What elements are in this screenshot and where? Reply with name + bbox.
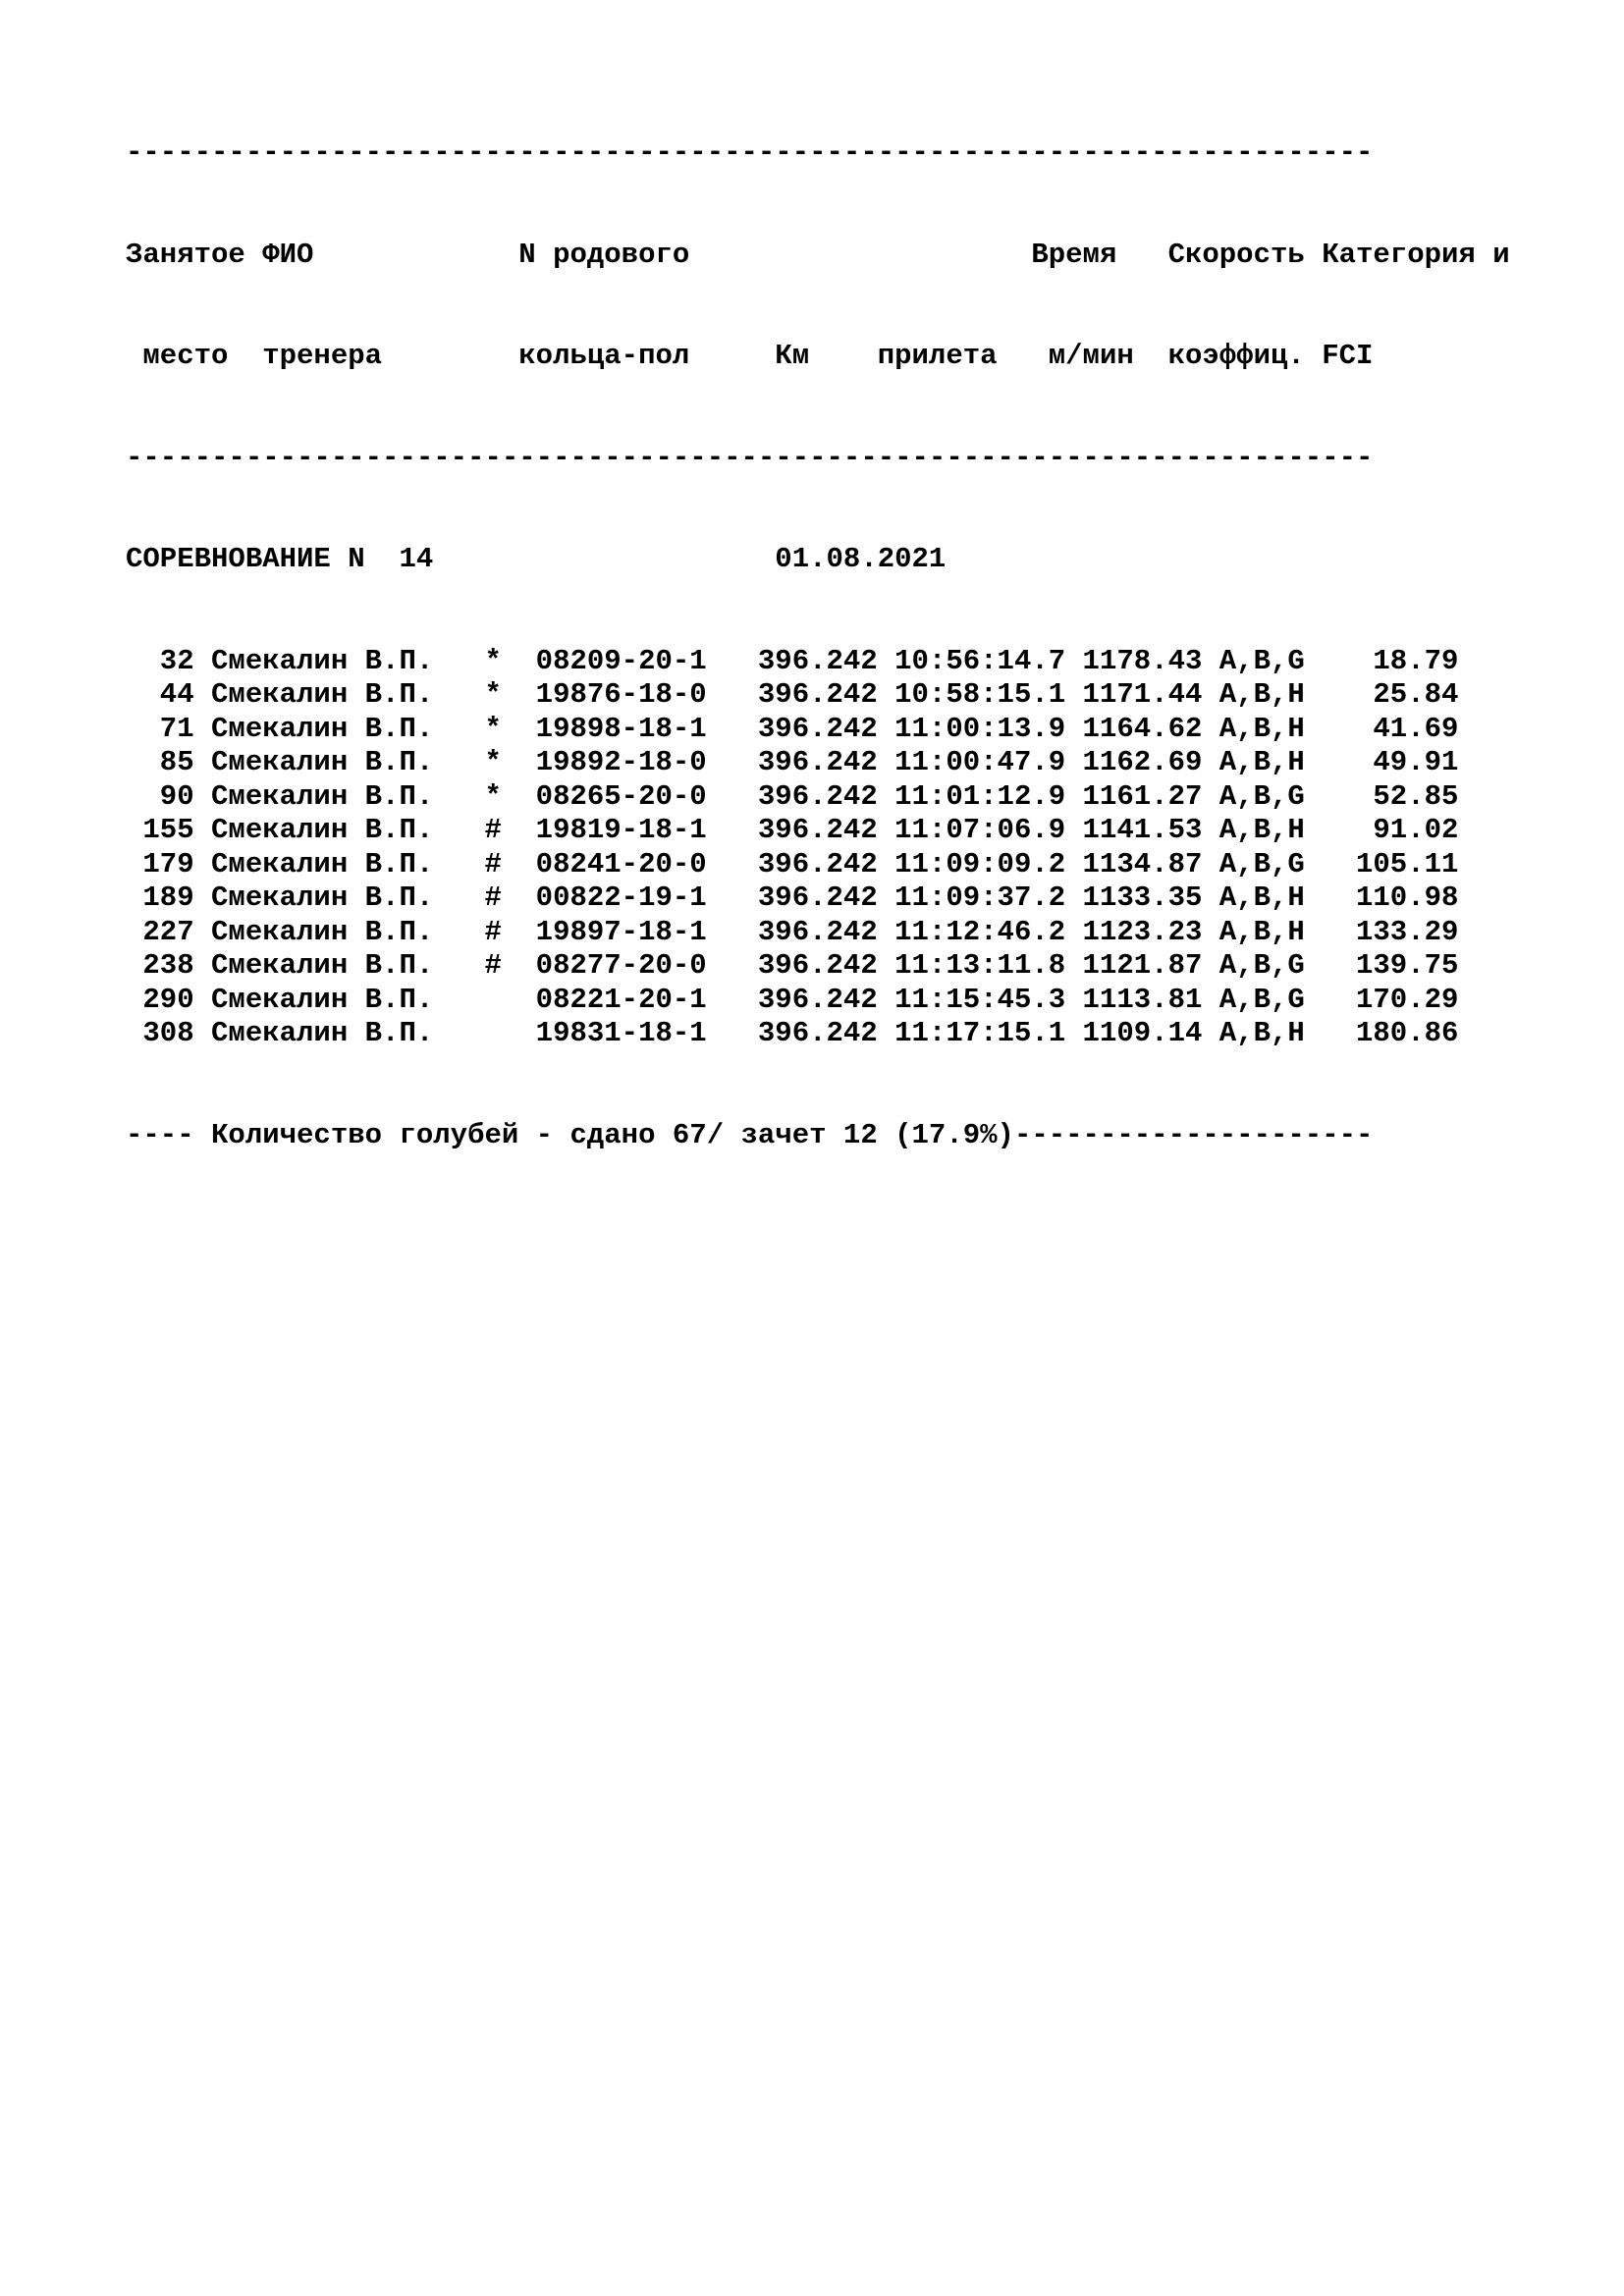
table-row: 179 Смекалин В.П. # 08241-20-0 396.242 11:09:09.2 1134.87 A,B,G 105.11 [126,847,1459,881]
results-table [126,645,1598,1051]
table-row: 227 Смекалин В.П. # 19897-18-1 396.242 11:12:46.2 1123.23 A,B,H 133.29 [126,915,1459,948]
header-line-2: место тренера кольца-пол Км прилета м/мин коэффиц. FCI [126,340,1374,372]
table-row: 85 Смекалин В.П. * 19892-18-0 396.242 11:00:47.9 1162.69 A,B,H 49.91 [126,746,1459,778]
table-row: 189 Смекалин В.П. # 00822-19-1 396.242 11:09:37.2 1133.35 A,B,H 110.98 [126,881,1459,914]
table-row: 238 Смекалин В.П. # 08277-20-0 396.242 11:13:11.8 1121.87 A,B,G 139.75 [126,949,1459,982]
table-row: 290 Смекалин В.П. 08221-20-1 396.242 11:15:45.3 1113.81 A,B,G 170.29 [126,983,1459,1016]
report [126,69,1598,1187]
summary-footer: ---- Количество голубей - сдано 67/ зачет 12 (17.9%)--------------------- [126,1118,1374,1151]
header-line-1: Занятое ФИО N родового Время Скорость Категория и [126,238,1510,271]
table-row: 44 Смекалин В.П. * 19876-18-0 396.242 10:58:15.1 1171.44 A,B,H 25.84 [126,678,1459,711]
table-row: 308 Смекалин В.П. 19831-18-1 396.242 11:17:15.1 1109.14 A,B,H 180.86 [126,1017,1459,1049]
table-row: 155 Смекалин В.П. # 19819-18-1 396.242 11:07:06.9 1141.53 A,B,H 91.02 [126,814,1459,846]
table-row: 71 Смекалин В.П. * 19898-18-1 396.242 11:00:13.9 1164.62 A,B,H 41.69 [126,712,1459,745]
table-row: 90 Смекалин В.П. * 08265-20-0 396.242 11:01:12.9 1161.27 A,B,G 52.85 [126,779,1459,813]
top-rule: ------------------------------------------------------------------------- [126,136,1374,169]
competition-title: СОРЕВНОВАНИЕ N 14 01.08.2021 [126,543,947,575]
table-row: 32 Смекалин В.П. * 08209-20-1 396.242 10:56:14.7 1178.43 A,B,G 18.79 [126,644,1459,677]
header-rule: ------------------------------------------------------------------------- [126,441,1374,474]
